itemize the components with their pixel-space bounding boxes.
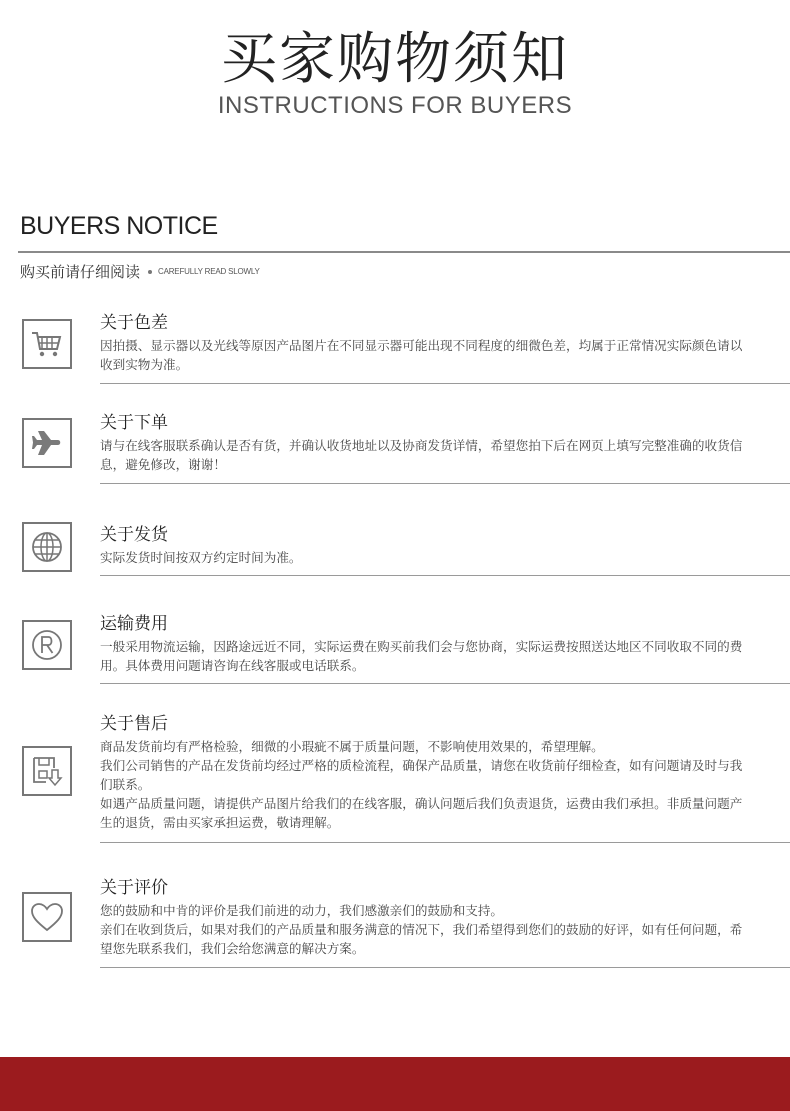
notice-heading: BUYERS NOTICE (20, 212, 218, 240)
item-title: 关于售后 (100, 714, 168, 734)
bullet-dot (148, 270, 152, 274)
icon-frame (22, 522, 72, 572)
item-text: 我们公司销售的产品在发货前均经过严格的质检流程，确保产品质量，请您在收货前仔细检查，如有问题请及时与我们联系。 (100, 758, 743, 792)
icon-frame (22, 418, 72, 468)
item-text: 您的鼓励和中肯的评价是我们前进的动力，我们感激亲们的鼓励和支持。 (100, 903, 503, 918)
page-title-en: INSTRUCTIONS FOR BUYERS (217, 92, 573, 119)
icon-frame (22, 892, 72, 942)
item-body (100, 336, 750, 374)
item-divider (100, 967, 790, 968)
page-title-cn: 买家购物须知 (221, 27, 569, 92)
notice-sub-cn: 购买前请仔细阅读 (20, 263, 141, 281)
item-divider (100, 483, 790, 484)
heart-icon (29, 901, 65, 933)
item-text: 请与在线客服联系确认是否有货，并确认收货地址以及协商发货详情，希望您拍下后在网页上填写完整准确的收货信息，避免修改，谢谢！ (100, 438, 743, 472)
item-text: 亲们在收到货后，如果对我们的产品质量和服务满意的情况下，我们希望得到您们的鼓励的好评，如有任何问题，希望您先联系我们，我们会给您满意的解决方案。 (100, 922, 743, 956)
item-divider (100, 842, 790, 843)
icon-frame (22, 620, 72, 670)
notice-subheading (20, 261, 260, 282)
item-divider (100, 575, 790, 576)
item-title: 关于评价 (100, 878, 168, 898)
item-divider (100, 683, 790, 684)
item-text: 如遇产品质量问题，请提供产品图片给我们的在线客服，确认问题后我们负责退货，运费由我们承担。非质量问题产生的退货，需由买家承担运费，敬请理解。 (100, 796, 743, 830)
airplane-icon (30, 426, 64, 460)
notice-divider (18, 251, 790, 253)
item-body (100, 548, 750, 567)
item-text: 商品发货前均有严格检验，细微的小瑕疵不属于质量问题，不影响使用效果的，希望理解。 (100, 739, 604, 754)
item-title: 运输费用 (100, 614, 168, 634)
notice-sub-en: CAREFULLY READ SLOWLY (158, 267, 260, 276)
item-body (100, 737, 750, 832)
globe-icon (30, 530, 64, 564)
item-body (100, 901, 750, 958)
registered-icon (30, 628, 64, 662)
item-title: 关于发货 (100, 525, 168, 545)
item-text: 一般采用物流运输，因路途远近不同，实际运费在购买前我们会与您协商，实际运费按照送达地区不同收取不同的费用。具体费用问题请咨询在线客服或电话联系。 (100, 639, 743, 673)
icon-frame (22, 746, 72, 796)
item-divider (100, 383, 790, 384)
item-title: 关于下单 (100, 413, 168, 433)
save-download-icon (30, 754, 64, 788)
item-text: 实际发货时间按双方约定时间为准。 (100, 550, 302, 565)
footer-bar (0, 1057, 790, 1111)
item-title: 关于色差 (100, 313, 168, 333)
icon-frame (22, 319, 72, 369)
shopping-cart-icon (30, 329, 64, 359)
item-body (100, 436, 750, 474)
item-text: 因拍摄、显示器以及光线等原因产品图片在不同显示器可能出现不同程度的细微色差，均属于正常情况实际颜色请以收到实物为准。 (100, 338, 743, 372)
item-body (100, 637, 750, 675)
